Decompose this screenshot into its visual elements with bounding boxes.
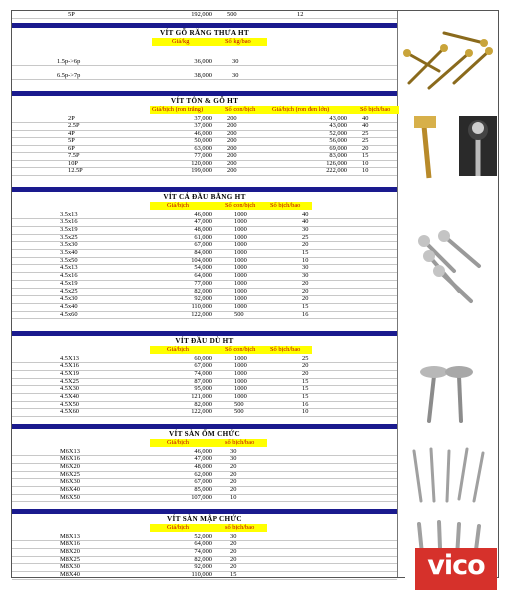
value-cell: 1000 [234,210,247,218]
code-cell: 4.5X60 [60,408,79,416]
code-cell: 4.5X30 [60,385,79,393]
value-cell: 20 [302,279,309,287]
image-column-divider [397,11,398,577]
value-cell: 40 [302,210,309,218]
code-cell: M6X20 [60,462,80,470]
column-header-row [150,524,267,532]
section-title: VÍT TÔN & GỖ HT [170,97,239,105]
vico-logo [415,548,497,590]
value-cell: 43,000 [329,114,347,122]
section-divider-bar [12,424,397,429]
value-cell: 82,000 [194,555,212,563]
value-cell: 20 [230,486,237,493]
column-header: số bịch/bao [225,524,255,531]
section-title: VÍT SÀN ỐM CHỨC [169,430,240,438]
section-divider-bar [12,509,397,514]
value-cell: 60,000 [194,354,212,362]
column-header: Giá/bịch [167,346,190,353]
code-cell: 4.5x40 [60,302,78,310]
value-cell: 87,000 [194,377,212,385]
value-cell: 52,000 [194,532,212,540]
value-cell: 37,000 [194,122,212,129]
value-cell: 62,000 [194,470,212,478]
value-cell: 199,000 [191,167,212,174]
code-cell: 6P [68,144,75,152]
value-cell: 20 [230,540,237,548]
value-cell: 82,000 [194,287,212,295]
value-cell: 20 [302,287,309,295]
code-cell: 4.5x25 [60,287,78,295]
value-cell: 20 [362,144,369,152]
code-cell: 4.5x30 [60,295,78,303]
value-cell: 15 [302,393,309,400]
code-cell: M8X13 [60,532,80,540]
value-cell: 200 [227,114,237,122]
value-cell: 61,000 [194,233,212,241]
code-cell: 7.5P [68,152,80,159]
code-cell: 4.5x13 [60,264,78,272]
table-row [12,168,397,176]
value-cell: 30 [232,71,239,79]
column-header: Giá/bịch (ron đen lớn) [272,106,330,113]
value-cell: 1000 [234,362,247,370]
value-cell: 50,000 [194,137,212,144]
code-cell: M6X30 [60,478,80,486]
value-cell: 30 [230,532,237,540]
logo-text: vico [427,550,485,581]
value-cell: 30 [232,57,239,65]
value-cell: 500 [234,400,244,408]
screw-image-flat-head [399,196,498,326]
value-cell: 200 [227,137,237,144]
column-header: Giá/bịch [167,524,190,531]
code-cell: M8X25 [60,555,80,563]
value-cell: 74,000 [194,369,212,377]
code-cell: M6X25 [60,470,80,478]
value-cell: 1000 [234,287,247,295]
value-cell: 38,000 [194,71,212,79]
code-cell: 4.5X16 [60,362,79,370]
column-header: Số con/bịch [225,106,256,113]
value-cell: 77,000 [194,279,212,287]
code-cell: 4.5x16 [60,272,78,280]
value-cell: 30 [230,455,237,463]
code-cell: M6X50 [60,493,80,501]
value-cell: 122,000 [191,310,212,318]
value-cell: 120,000 [191,159,212,167]
code-cell: M8X40 [60,571,80,578]
value-cell: 95,000 [194,385,212,393]
section-divider-bar [12,23,397,28]
column-header: Số bịch/bao [270,346,301,353]
value-cell: 107,000 [191,493,212,501]
code-cell: 3.5x30 [60,241,78,249]
value-cell: 10 [362,159,369,167]
screw-image-roofing [399,106,498,184]
code-cell: M6X13 [60,447,80,455]
value-cell: 54,000 [194,264,212,272]
section-title: VÍT SÀN MẬP CHỨC [167,515,242,523]
value-cell: 82,000 [194,400,212,408]
value-cell: 46,000 [194,129,212,137]
value-cell: 1000 [234,218,247,226]
value-cell: 16 [302,400,309,408]
value-cell: 20 [302,369,309,377]
value-cell: 30 [302,264,309,272]
value-cell: 1000 [234,354,247,362]
column-header-row [152,38,267,46]
value-cell: 25 [302,233,309,241]
value-cell: 25 [302,354,309,362]
code-cell: M8X16 [60,540,80,548]
column-header: Giá/bịch [167,202,190,209]
table-row [12,11,397,19]
column-header: Số bịch/bao [360,106,391,113]
value-cell: 126,000 [326,159,347,167]
value-cell: 67,000 [194,362,212,370]
code-cell: 4.5X13 [60,354,79,362]
value-cell: 500 [234,310,244,318]
code-cell: 3.5x13 [60,210,78,218]
value-cell: 1000 [234,393,247,400]
value-cell: 69,000 [329,144,347,152]
column-header-row [150,202,312,210]
value-cell: 1000 [234,302,247,310]
table-row [12,311,397,319]
code-cell: 3.5x50 [60,256,78,264]
value-cell: 25 [362,137,369,144]
value-cell: 104,000 [191,256,212,264]
section-title: VÍT GỖ RĂNG THƯA HT [159,29,250,37]
value-cell: 85,000 [194,486,212,493]
code-cell: 3.5x25 [60,233,78,241]
section-divider-bar [12,187,397,192]
value-cell: 1000 [234,279,247,287]
section-title: VÍT ĐẦU DÙ HT [175,337,234,345]
code-cell: 4.5X40 [60,393,79,400]
value-cell: 48,000 [194,225,212,233]
value-cell: 200 [227,129,237,137]
value-cell: 500 [234,408,244,416]
column-header: Giá/bịch [167,439,190,446]
value-cell: 77,000 [194,152,212,159]
code-cell: 4.5x19 [60,279,78,287]
value-cell: 92,000 [194,563,212,571]
screw-image-floor-thin [399,441,498,506]
table-row [12,58,397,66]
code-cell: 6.5p->7p [57,71,81,79]
value-cell: 121,000 [191,393,212,400]
table-row [12,572,397,580]
column-header: Số con/bịch [225,346,256,353]
value-cell: 63,000 [194,144,212,152]
value-cell: 20 [230,563,237,571]
value-cell: 15 [302,385,309,393]
code-cell: 3.5x40 [60,249,78,256]
code-cell: 2P [68,114,75,122]
code-cell: 12.5P [68,167,83,174]
value-cell: 64,000 [194,272,212,280]
code-cell: 4P [68,129,75,137]
column-header-row [150,439,267,447]
value-cell: 110,000 [191,571,212,578]
column-header: Giá/kg [172,38,190,45]
code-cell: 4.5X19 [60,369,79,377]
value-cell: 47,000 [194,455,212,463]
code-cell: 4.5X25 [60,377,79,385]
value-cell: 84,000 [194,249,212,256]
value-cell: 20 [302,295,309,303]
value-cell: 20 [302,362,309,370]
column-header: Số con/bịch [225,202,256,209]
value-cell: 20 [302,241,309,249]
value-cell: 1000 [234,272,247,280]
value-cell: 25 [362,129,369,137]
value-cell: 20 [230,555,237,563]
code-cell: 5P [68,10,75,18]
code-cell: 10P [68,159,78,167]
code-cell: 3.5x16 [60,218,78,226]
value-cell: 15 [302,302,309,310]
code-cell: 4.5x60 [60,310,78,318]
value-cell: 15 [302,249,309,256]
value-cell: 1000 [234,295,247,303]
section-title: VÍT CÁ ĐẦU BẰNG HT [163,193,246,201]
value-cell: 1000 [234,241,247,249]
code-cell: 3.5x19 [60,225,78,233]
column-header-row [150,346,312,354]
section-divider-bar [12,91,397,96]
value-cell: 20 [230,470,237,478]
value-cell: 36,000 [194,57,212,65]
table-row [12,409,397,417]
column-header: số bịch/bao [225,439,255,446]
value-cell: 40 [362,114,369,122]
code-cell: 1.5p->6p [57,57,81,65]
value-cell: 1000 [234,225,247,233]
column-header-row [150,106,402,114]
value-cell: 74,000 [194,547,212,555]
value-cell: 30 [302,225,309,233]
code-cell: 4.5X50 [60,400,79,408]
value-cell: 67,000 [194,241,212,249]
value-cell: 1000 [234,249,247,256]
table-row [12,72,397,80]
value-cell: 222,000 [326,167,347,174]
value-cell: 30 [230,447,237,455]
value-cell: 10 [302,256,309,264]
code-cell: M8X30 [60,563,80,571]
value-cell: 30 [302,272,309,280]
value-cell: 1000 [234,256,247,264]
code-cell: M6X40 [60,486,80,493]
value-cell: 1000 [234,264,247,272]
table-row [12,494,397,502]
value-cell: 200 [227,159,237,167]
value-cell: 40 [362,122,369,129]
value-cell: 15 [230,571,237,578]
screw-image-wafer-head [399,346,498,426]
value-cell: 10 [302,408,309,416]
value-cell: 15 [302,377,309,385]
value-cell: 20 [230,547,237,555]
value-cell: 1000 [234,377,247,385]
value-cell: 16 [302,310,309,318]
qty-cell: 500 [227,10,237,18]
value-cell: 20 [230,478,237,486]
value-cell: 122,000 [191,408,212,416]
value-cell: 10 [362,167,369,174]
value-cell: 83,000 [329,152,347,159]
value-cell: 1000 [234,369,247,377]
value-cell: 47,000 [194,218,212,226]
value-cell: 15 [362,152,369,159]
column-header: Số kg/bao [225,38,251,45]
value-cell: 43,000 [329,122,347,129]
value-cell: 1000 [234,233,247,241]
column-header: Giá/bịch (ron trắng) [152,106,204,113]
value-cell: 10 [230,493,237,501]
code-cell: M6X16 [60,455,80,463]
value-cell: 64,000 [194,540,212,548]
code-cell: 2.5P [68,122,80,129]
value-cell: 200 [227,144,237,152]
value-cell: 1000 [234,385,247,393]
value-cell: 46,000 [194,210,212,218]
value-cell: 200 [227,122,237,129]
code-cell: 5P [68,137,75,144]
value-cell: 56,000 [329,137,347,144]
value-cell: 37,000 [194,114,212,122]
value-cell: 52,000 [329,129,347,137]
value-cell: 110,000 [191,302,212,310]
value-cell: 48,000 [194,462,212,470]
value-cell: 67,000 [194,478,212,486]
value-cell: 200 [227,152,237,159]
column-header: Số bịch/bao [270,202,301,209]
value-cell: 20 [230,462,237,470]
screw-image-wood [399,23,498,93]
section-divider-bar [12,331,397,336]
code-cell: M8X20 [60,547,80,555]
value-cell: 200 [227,167,237,174]
value-cell: 92,000 [194,295,212,303]
price-sheet [11,10,499,578]
value-cell: 46,000 [194,447,212,455]
price-cell: 192,000 [191,10,212,18]
bags-cell: 12 [297,10,304,18]
value-cell: 40 [302,218,309,226]
